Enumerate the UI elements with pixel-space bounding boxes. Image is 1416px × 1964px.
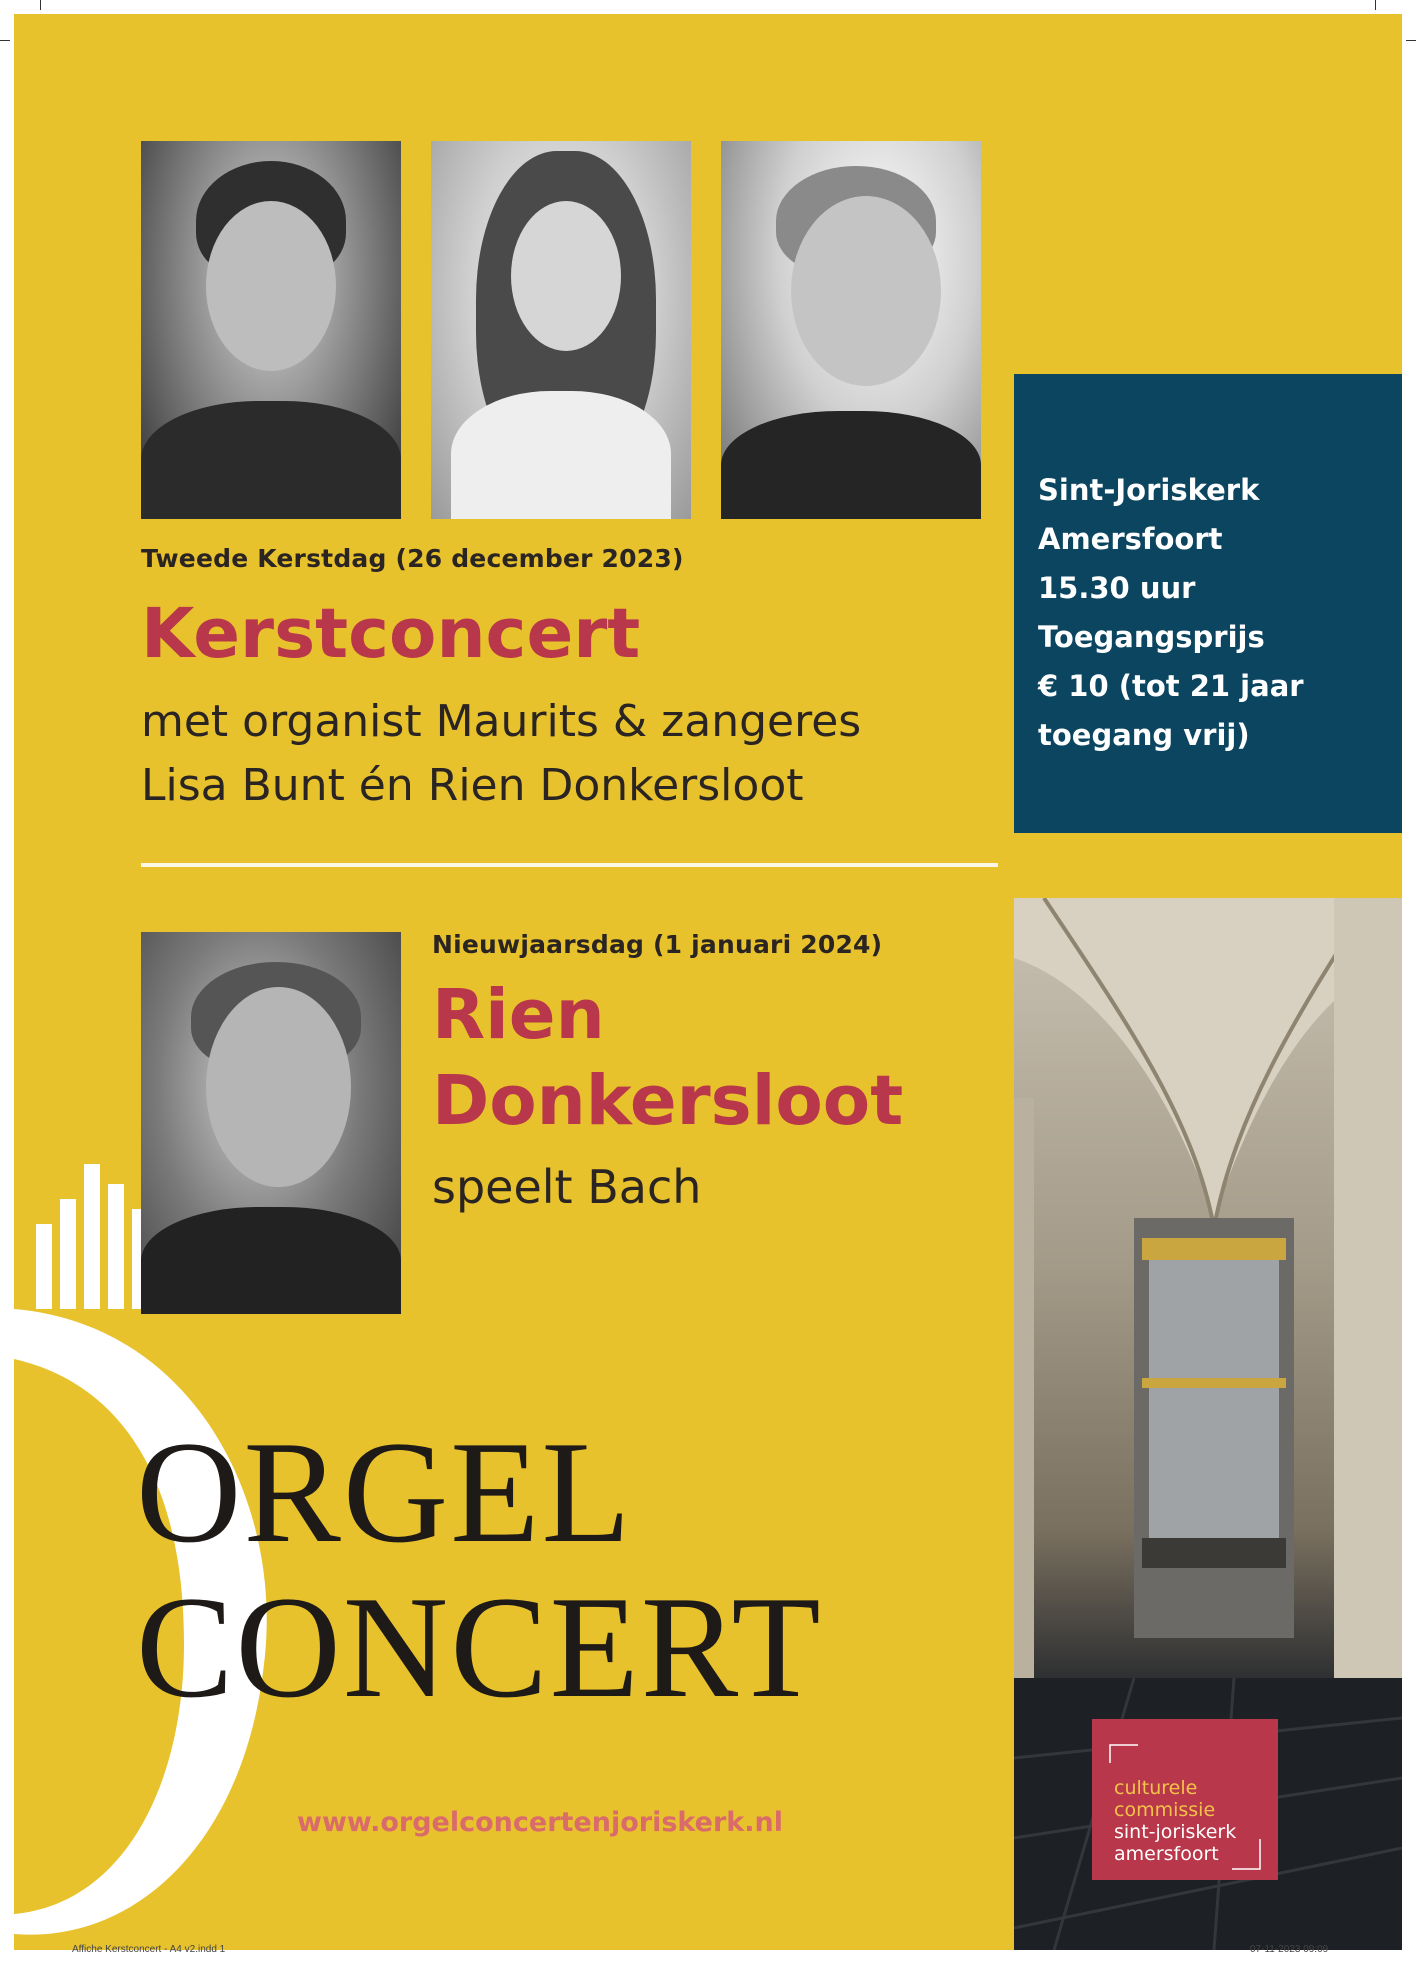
print-slug-right: 07-11-2023 09:09 bbox=[1250, 1944, 1329, 1955]
event1-subtitle-line1: met organist Maurits & zangeres bbox=[141, 696, 862, 747]
portrait-singer-photo bbox=[431, 141, 691, 519]
face-shape bbox=[511, 201, 621, 351]
crop-mark bbox=[0, 40, 10, 41]
info-venue: Sint-Joriskerk bbox=[1038, 473, 1260, 507]
portrait-organist-photo bbox=[141, 141, 401, 519]
info-time: 15.30 uur bbox=[1038, 571, 1196, 605]
face-shape bbox=[206, 987, 351, 1187]
info-city: Amersfoort bbox=[1038, 522, 1223, 556]
event2-title-line1: Rien bbox=[432, 975, 605, 1055]
website-link[interactable]: www.orgelconcertenjoriskerk.nl bbox=[297, 1807, 783, 1838]
divider bbox=[141, 863, 998, 867]
face-shape bbox=[206, 201, 336, 371]
main-title-concert: CONCERT bbox=[136, 1566, 823, 1728]
event2-title-line2: Donkersloot bbox=[432, 1061, 904, 1141]
event2-subtitle: speelt Bach bbox=[432, 1160, 702, 1214]
jacket-shape bbox=[721, 411, 981, 519]
info-price-label: Toegangsprijs bbox=[1038, 620, 1265, 654]
main-title-orgel: ORGEL bbox=[136, 1411, 633, 1573]
face-shape bbox=[791, 196, 941, 386]
logo-line-sint-joriskerk: sint-joriskerk bbox=[1114, 1821, 1237, 1843]
crop-mark bbox=[1406, 40, 1416, 41]
event2-date: Nieuwjaarsdag (1 januari 2024) bbox=[432, 930, 883, 959]
portrait-rien-photo bbox=[721, 141, 981, 519]
crop-mark bbox=[1375, 0, 1376, 10]
logo-line-amersfoort: amersfoort bbox=[1114, 1843, 1219, 1865]
culturele-commissie-logo bbox=[1092, 1719, 1278, 1880]
print-slug-left: Affiche Kerstconcert - A4 v2.indd 1 bbox=[72, 1944, 226, 1955]
event1-title: Kerstconcert bbox=[141, 594, 641, 674]
info-price: € 10 (tot 21 jaar bbox=[1038, 669, 1304, 703]
poster bbox=[14, 14, 1402, 1950]
shirt-shape bbox=[451, 391, 671, 519]
logo-line-culturele: culturele bbox=[1114, 1777, 1198, 1799]
event1-date: Tweede Kerstdag (26 december 2023) bbox=[141, 544, 684, 573]
info-free-entry: toegang vrij) bbox=[1038, 718, 1250, 752]
crop-mark bbox=[40, 0, 41, 10]
info-box bbox=[1014, 374, 1402, 833]
shirt-shape bbox=[141, 401, 401, 519]
event1-subtitle-line2: Lisa Bunt én Rien Donkersloot bbox=[141, 760, 804, 811]
logo-line-commissie: commissie bbox=[1114, 1799, 1216, 1821]
jacket-shape bbox=[141, 1207, 401, 1314]
portrait-rien-bw-photo bbox=[141, 932, 401, 1314]
